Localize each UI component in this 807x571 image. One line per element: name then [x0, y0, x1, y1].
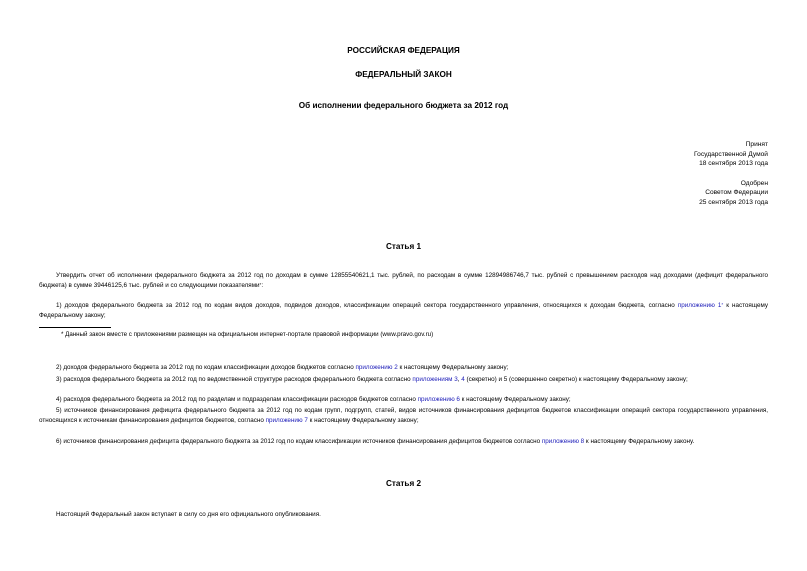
item-4-text: 4) расходов федерального бюджета за 2012 год по разделам и подразделам классификации расходов бюджетов согласно	[56, 396, 418, 403]
footnote-text: * Данный закон вместе с приложениями размещен на официальном интернет-портале правовой информации (www.pravo.gov.ru)	[61, 331, 434, 338]
intro-text: Утвердить отчет об исполнении федерального бюджета за 2012 год по доходам в сумме 12855540621,1 тыс. рублей, по расходам в сумме 12894986746,7 тыс. рублей с превышением расходов над доходами (дефицит федерального бюджета) в сумме 39446125,6 тыс. рублей и со следующими показателями	[39, 272, 768, 289]
annex-3-link[interactable]: приложениям 3	[412, 376, 458, 383]
approved-by: Советом Федерации	[705, 189, 768, 197]
law-title: Об исполнении федерального бюджета за 2012 год	[298, 101, 509, 110]
item-3-separator: ,	[457, 376, 462, 383]
footnote-divider	[39, 327, 111, 328]
footnote-mark: *	[259, 281, 262, 287]
accepted-label: Принят	[745, 141, 768, 148]
article-1-item-6	[39, 437, 768, 447]
item-4-end: к настоящему Федеральному закону;	[459, 396, 571, 403]
article-2-body: Настоящий Федеральный закон вступает в силу со дня его официального опубликования.	[56, 511, 321, 518]
approved-label: Одобрен	[740, 179, 768, 187]
article-2-text	[39, 510, 768, 520]
adoption-block	[694, 140, 768, 208]
article-1-item-2	[39, 363, 768, 373]
item-5-text: 5) источников финансирования дефицита федерального бюджета за 2012 год по кодам групп, подгрупп, статей, видов источников финансирования дефицитов бюджетов классификации операций сектора государственного управления, относящихся к источникам финансирования дефицитов бюджетов, согласно	[39, 407, 768, 424]
annex-7-link[interactable]: приложению 7	[265, 416, 308, 424]
item-5-end: к настоящему Федеральному закону;	[307, 416, 419, 424]
article-1-item-4	[39, 395, 768, 405]
item-6-text: 6) источников финансирования дефицита федерального бюджета за 2012 год по кодам классификации источников финансирования дефицитов бюджетов согласно	[56, 438, 542, 445]
article-1-item-5	[39, 406, 768, 425]
accepted-date: 18 сентября 2013 года	[699, 160, 768, 168]
item-1-text: 1) доходов федерального бюджета за 2012 год по кодам видов доходов, подвидов доходов, классификации операций сектора государственного управления, относящихся к доходам бюджета, согласно	[56, 302, 675, 309]
article-2-heading: Статья 2	[385, 479, 422, 488]
accepted-by: Государственной Думой	[694, 150, 768, 158]
annex-8-link[interactable]: приложению 8	[541, 438, 585, 445]
item-1-end: к настоящему Федеральному закону;	[39, 302, 768, 319]
country-heading: РОССИЙСКАЯ ФЕДЕРАЦИЯ	[347, 46, 460, 55]
annex-1-footnote-mark: *	[721, 302, 724, 307]
intro-end: :	[261, 281, 264, 289]
approved-date: 25 сентября 2013 года	[699, 198, 768, 206]
article-1-intro	[39, 271, 768, 290]
item-3-text: 3) расходов федерального бюджета за 2012 год по ведомственной структуре расходов федерального бюджета согласно	[56, 376, 413, 383]
item-6-end: к настоящему Федеральному закону.	[584, 438, 695, 445]
law-type-heading: ФЕДЕРАЛЬНЫЙ ЗАКОН	[355, 70, 452, 79]
item-2-end: к настоящему Федеральному закону;	[397, 364, 509, 371]
annex-6-link[interactable]: приложению 6	[417, 396, 460, 403]
item-2-text: 2) доходов федерального бюджета за 2012 год по кодам классификации доходов бюджетов согласно	[56, 364, 356, 371]
item-3-end: (секретно) и 5 (совершенно секретно) к настоящему Федеральному закону;	[464, 376, 688, 383]
annex-1-link[interactable]: приложению 1	[677, 302, 722, 309]
article-1-item-1	[39, 301, 768, 320]
annex-2-link[interactable]: приложению 2	[355, 364, 398, 371]
article-1-item-3	[39, 375, 768, 385]
article-1-heading: Статья 1	[385, 242, 422, 251]
annex-4-link[interactable]: 4	[461, 376, 465, 383]
